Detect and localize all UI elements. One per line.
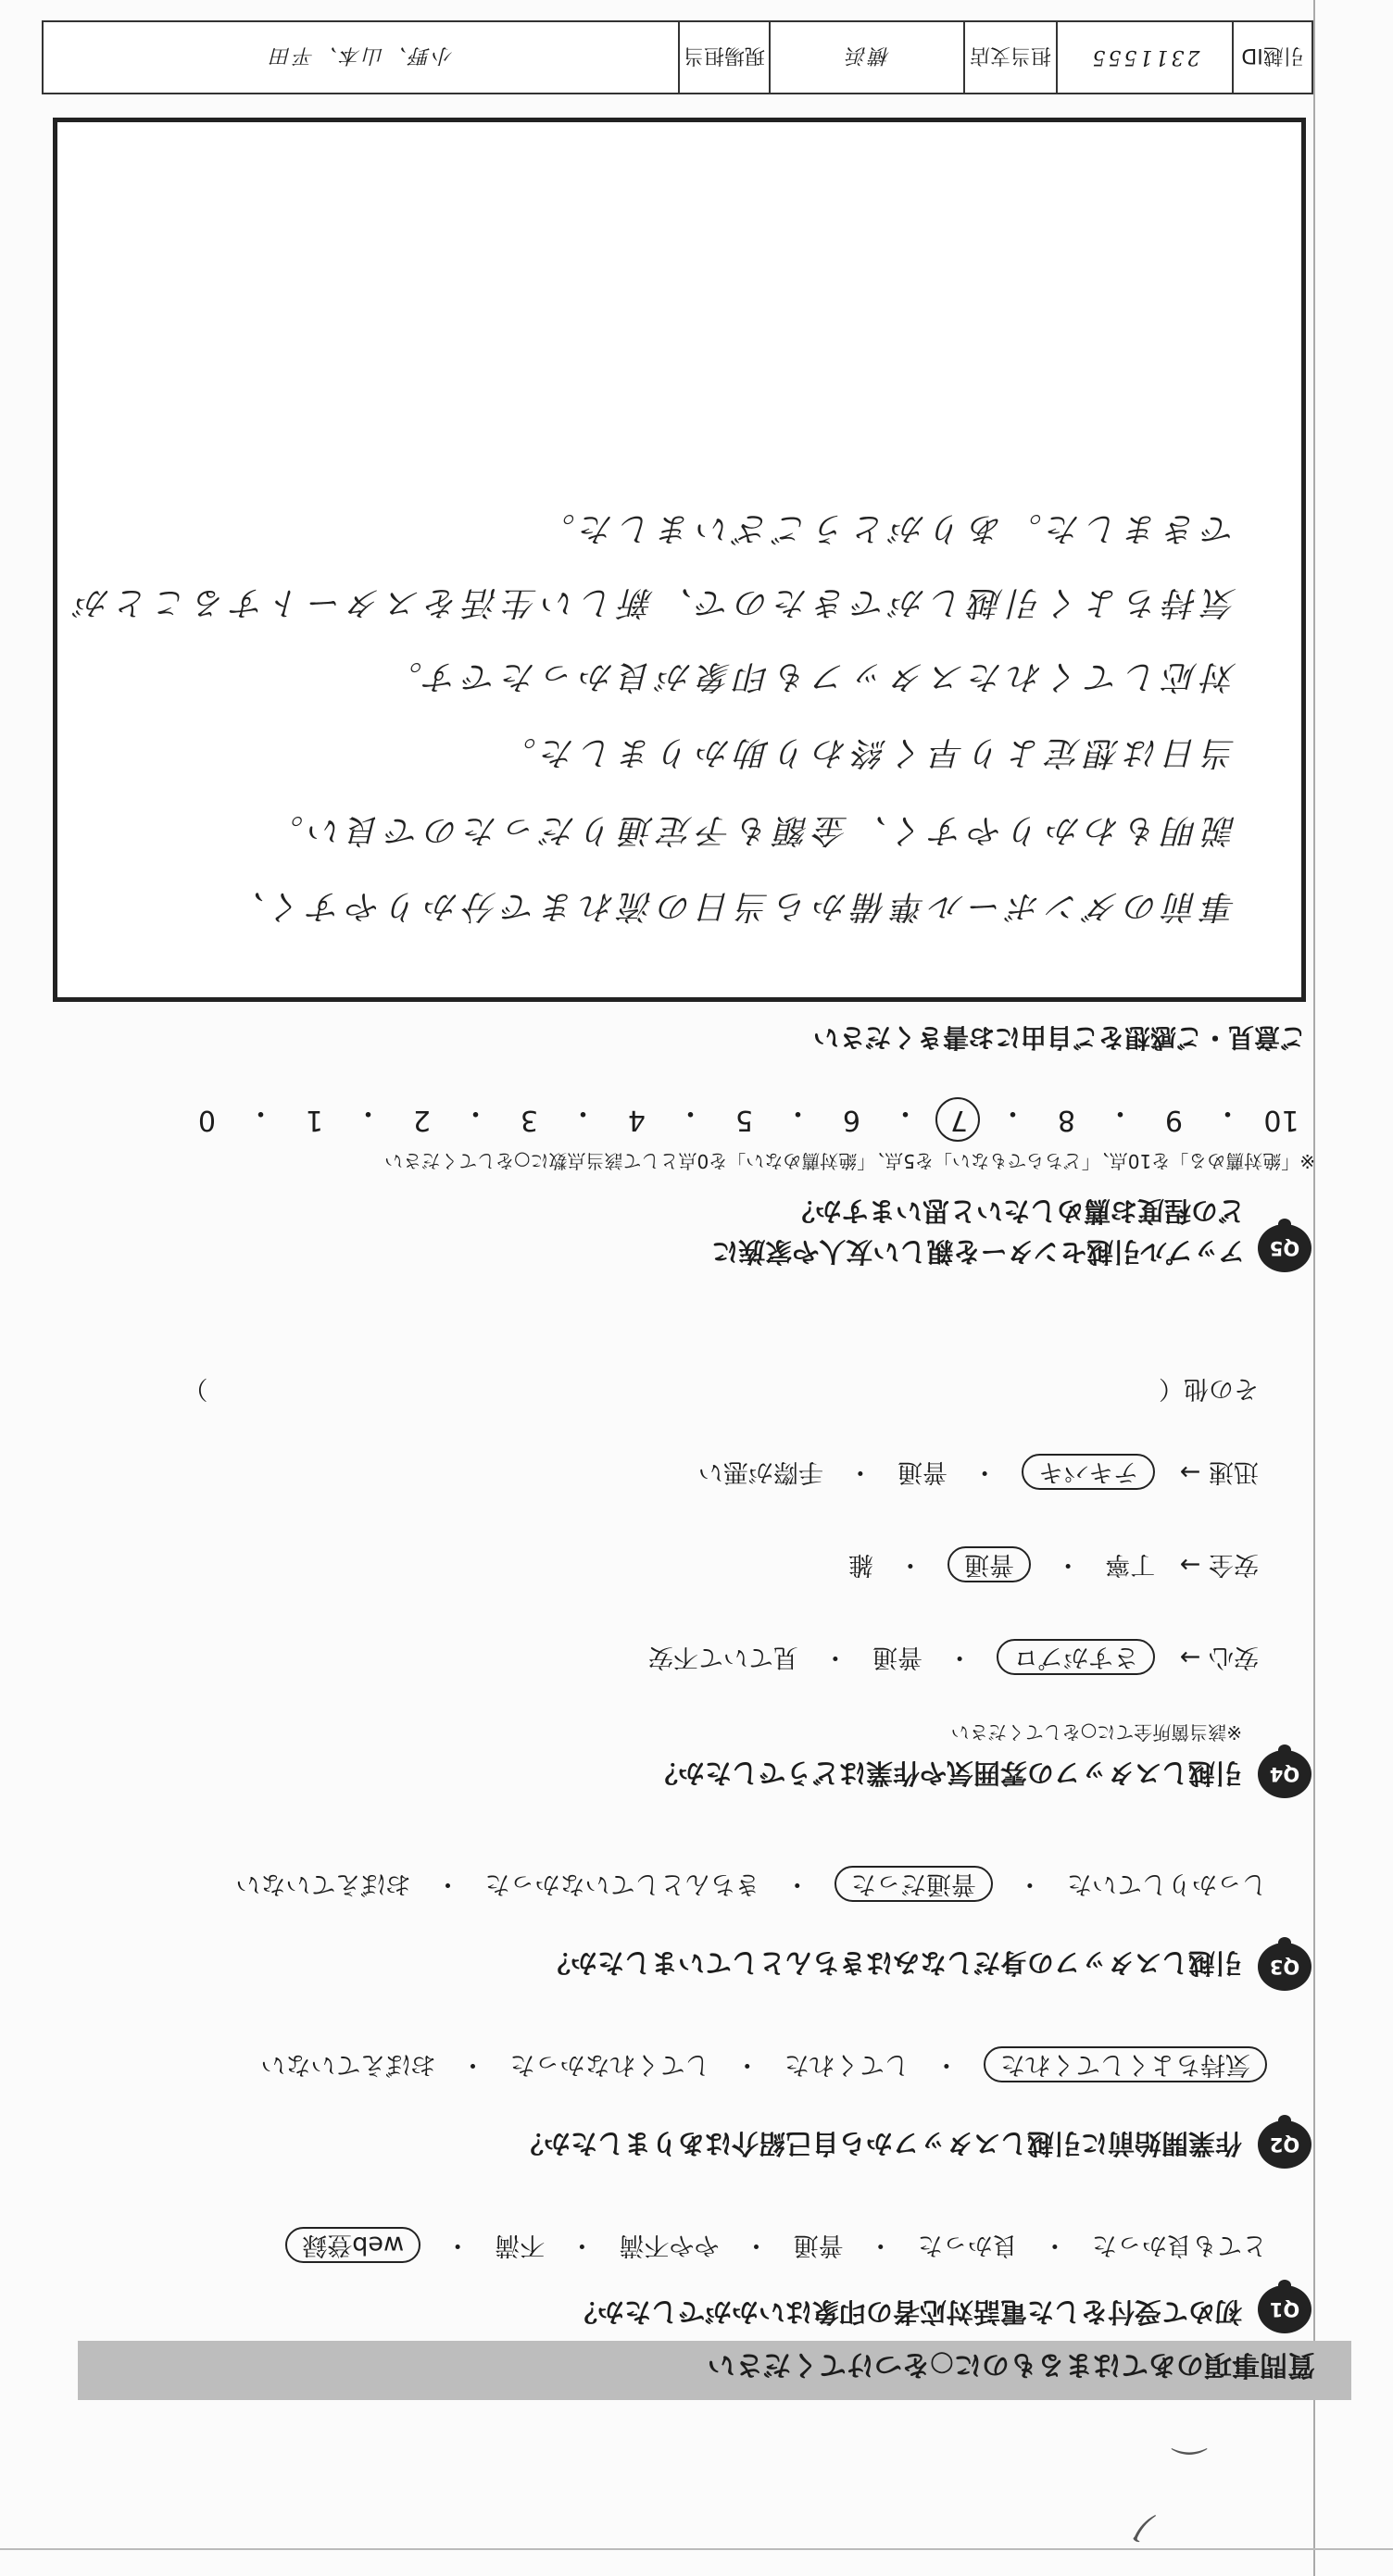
scale-9: 9 bbox=[1164, 1104, 1184, 1136]
q4-other-close: ） bbox=[182, 1374, 208, 1403]
q1-opt-6: web登録 bbox=[285, 2227, 420, 2263]
q3-badge: Q3 bbox=[1258, 1943, 1311, 1991]
separator: ・ bbox=[822, 1643, 848, 1671]
q4-relief-opt-1: さすがプロ bbox=[997, 1639, 1155, 1675]
q4-other-label: その他（ bbox=[1159, 1374, 1259, 1403]
q3-options bbox=[219, 1869, 1267, 1905]
q4-row-safety-label: 安全 → bbox=[1179, 1550, 1259, 1579]
q4-relief-opt-2: 普通 bbox=[872, 1643, 922, 1671]
q4-speed-opt-1: テキパキ bbox=[1022, 1454, 1155, 1490]
staff-value: 小野、山本、平田 bbox=[268, 44, 454, 68]
q1-options bbox=[269, 2230, 1267, 2266]
separator: ・ bbox=[897, 1550, 923, 1579]
comment-line-1: 事前のダンボール準備から当日の流れまで分かりやすく、 bbox=[226, 887, 1236, 925]
separator: ・ bbox=[1042, 2231, 1068, 2259]
separator: ・ bbox=[734, 2050, 760, 2079]
q3-opt-3: きちんとしていなかった bbox=[484, 1869, 760, 1898]
q5-badge: Q5 bbox=[1258, 1224, 1311, 1272]
separator: ・ bbox=[744, 2231, 770, 2259]
pen-mark: ⌒ bbox=[1171, 2414, 1208, 2457]
scale-6: 6 bbox=[842, 1104, 861, 1136]
q4-row-safety bbox=[832, 1549, 1259, 1585]
separator: ・ bbox=[460, 2050, 486, 2079]
q4-row-speed bbox=[682, 1457, 1259, 1493]
q3-opt-1: しっかりしていた bbox=[1067, 1869, 1267, 1898]
separator: ・ bbox=[569, 2231, 595, 2259]
q4-row-relief bbox=[632, 1642, 1259, 1678]
q4-row-relief-label: 安心 → bbox=[1179, 1643, 1259, 1671]
staff-label: 現場担当 bbox=[678, 22, 769, 93]
q2-badge: Q2 bbox=[1258, 2120, 1311, 2169]
q2-options bbox=[244, 2049, 1267, 2085]
q1-opt-1: とても良かった bbox=[1092, 2231, 1267, 2259]
comment-line-3: 当日は想定より早く終わり助かりました。 bbox=[496, 733, 1236, 771]
separator: ・ bbox=[947, 1643, 973, 1671]
separator: ・ bbox=[435, 1869, 461, 1898]
q4-safety-opt-3: 雑 bbox=[847, 1550, 873, 1579]
q4-note: ※該当箇所全てに○をしてください bbox=[950, 1721, 1242, 1744]
q5-text-2: どの程度お薦めしたいと思いますか？ bbox=[787, 1195, 1245, 1227]
recommend-scale: 10 ・ 9 ・ 8 ・ 7 ・ 6 ・ 5 ・ 4 ・ 3 ・ 2 ・ 1 ・ 0 bbox=[179, 1095, 1310, 1136]
q4-speed-opt-2: 普通 bbox=[897, 1457, 947, 1486]
q4-text: 引越しスタッフの雰囲気や作業はどうでしたか？ bbox=[650, 1757, 1242, 1789]
comment-title: ご意見・ご感想をご自由にお書きください bbox=[812, 1022, 1306, 1053]
q1-opt-3: 普通 bbox=[793, 2231, 844, 2259]
id-label: 引越ID bbox=[1232, 22, 1311, 93]
q5-text-1: アップル引越センターを親しい友人や家族に bbox=[711, 1236, 1245, 1268]
id-value: 2311555 bbox=[1056, 22, 1232, 93]
q3-opt-4: おぼえていない bbox=[235, 1869, 411, 1898]
comment-line-5: 気持ちよく引越しができたので、新しい生活をスタートすることが bbox=[70, 583, 1236, 621]
q1-opt-5: 不満 bbox=[495, 2231, 546, 2259]
comment-line-2: 説明もわかりやすく、金額も予定通りだったので良い。 bbox=[264, 811, 1236, 849]
q4-relief-opt-3: 見ていて不安 bbox=[647, 1643, 798, 1671]
q4-row-speed-label: 迅速 → bbox=[1179, 1457, 1259, 1486]
q4-safety-opt-1: 丁寧 bbox=[1105, 1550, 1156, 1579]
q2-opt-4: おぼえていない bbox=[260, 2050, 436, 2079]
pen-mark-small: ノ bbox=[1124, 2507, 1161, 2549]
q1-badge: Q1 bbox=[1258, 2285, 1311, 2333]
q2-opt-2: してくれた bbox=[784, 2050, 910, 2079]
q5-note: ※「絶対薦める」を10点、「どちらでもない」を5点、「絶対薦めない」を0点として該当点数に○をしてください bbox=[384, 1150, 1315, 1172]
q2-text: 作業開始前に引越しスタッフから自己紹介はありましたか？ bbox=[516, 2128, 1242, 2159]
q4-other bbox=[166, 1373, 1259, 1409]
q4-safety-opt-2: 普通 bbox=[947, 1546, 1031, 1582]
separator: ・ bbox=[1055, 1550, 1081, 1579]
scale-5: 5 bbox=[734, 1104, 754, 1136]
separator: ・ bbox=[1017, 1869, 1043, 1898]
comment-line-4: 対応してくれたスタッフも印象が良かったです。 bbox=[383, 657, 1236, 695]
separator: ・ bbox=[934, 2050, 960, 2079]
scale-3: 3 bbox=[520, 1104, 539, 1136]
separator: ・ bbox=[784, 1869, 810, 1898]
branch-label: 担当支店 bbox=[963, 22, 1056, 93]
scale-0: 0 bbox=[197, 1104, 217, 1136]
scale-4: 4 bbox=[627, 1104, 646, 1136]
scale-8: 8 bbox=[1057, 1104, 1076, 1136]
q1-text: 初めて受付をした電話対応者の印象はいかがでしたか？ bbox=[570, 2296, 1242, 2328]
q1-opt-4: やや不満 bbox=[619, 2231, 720, 2259]
q4-badge: Q4 bbox=[1258, 1750, 1311, 1798]
instruction-banner: 質問事項のあてはまるものに○をつけてください bbox=[707, 2348, 1315, 2381]
scale-7-selected: 7 bbox=[931, 1095, 987, 1136]
q4-speed-opt-3: 手際が悪い bbox=[697, 1457, 823, 1486]
q1-opt-2: 良かった bbox=[917, 2231, 1018, 2259]
q2-opt-3: してくれなかった bbox=[509, 2050, 710, 2079]
scale-2: 2 bbox=[412, 1104, 432, 1136]
q2-opt-1: 気持ちよくしてくれた bbox=[984, 2046, 1267, 2082]
scale-1: 1 bbox=[305, 1104, 324, 1136]
separator: ・ bbox=[847, 1457, 873, 1486]
separator: ・ bbox=[445, 2231, 471, 2259]
comment-line-6: できました。ありがとうございました。 bbox=[535, 509, 1236, 547]
q3-opt-2: 普通だった bbox=[835, 1866, 993, 1902]
q3-text: 引越しスタッフの身だしなみはきちんとしていましたか？ bbox=[543, 1947, 1242, 1979]
separator: ・ bbox=[972, 1457, 998, 1486]
scale-10: 10 bbox=[1263, 1104, 1299, 1136]
branch-value: 横浜 bbox=[769, 22, 963, 93]
header-bar bbox=[42, 20, 1313, 94]
comment-box bbox=[53, 118, 1306, 1002]
separator: ・ bbox=[868, 2231, 894, 2259]
